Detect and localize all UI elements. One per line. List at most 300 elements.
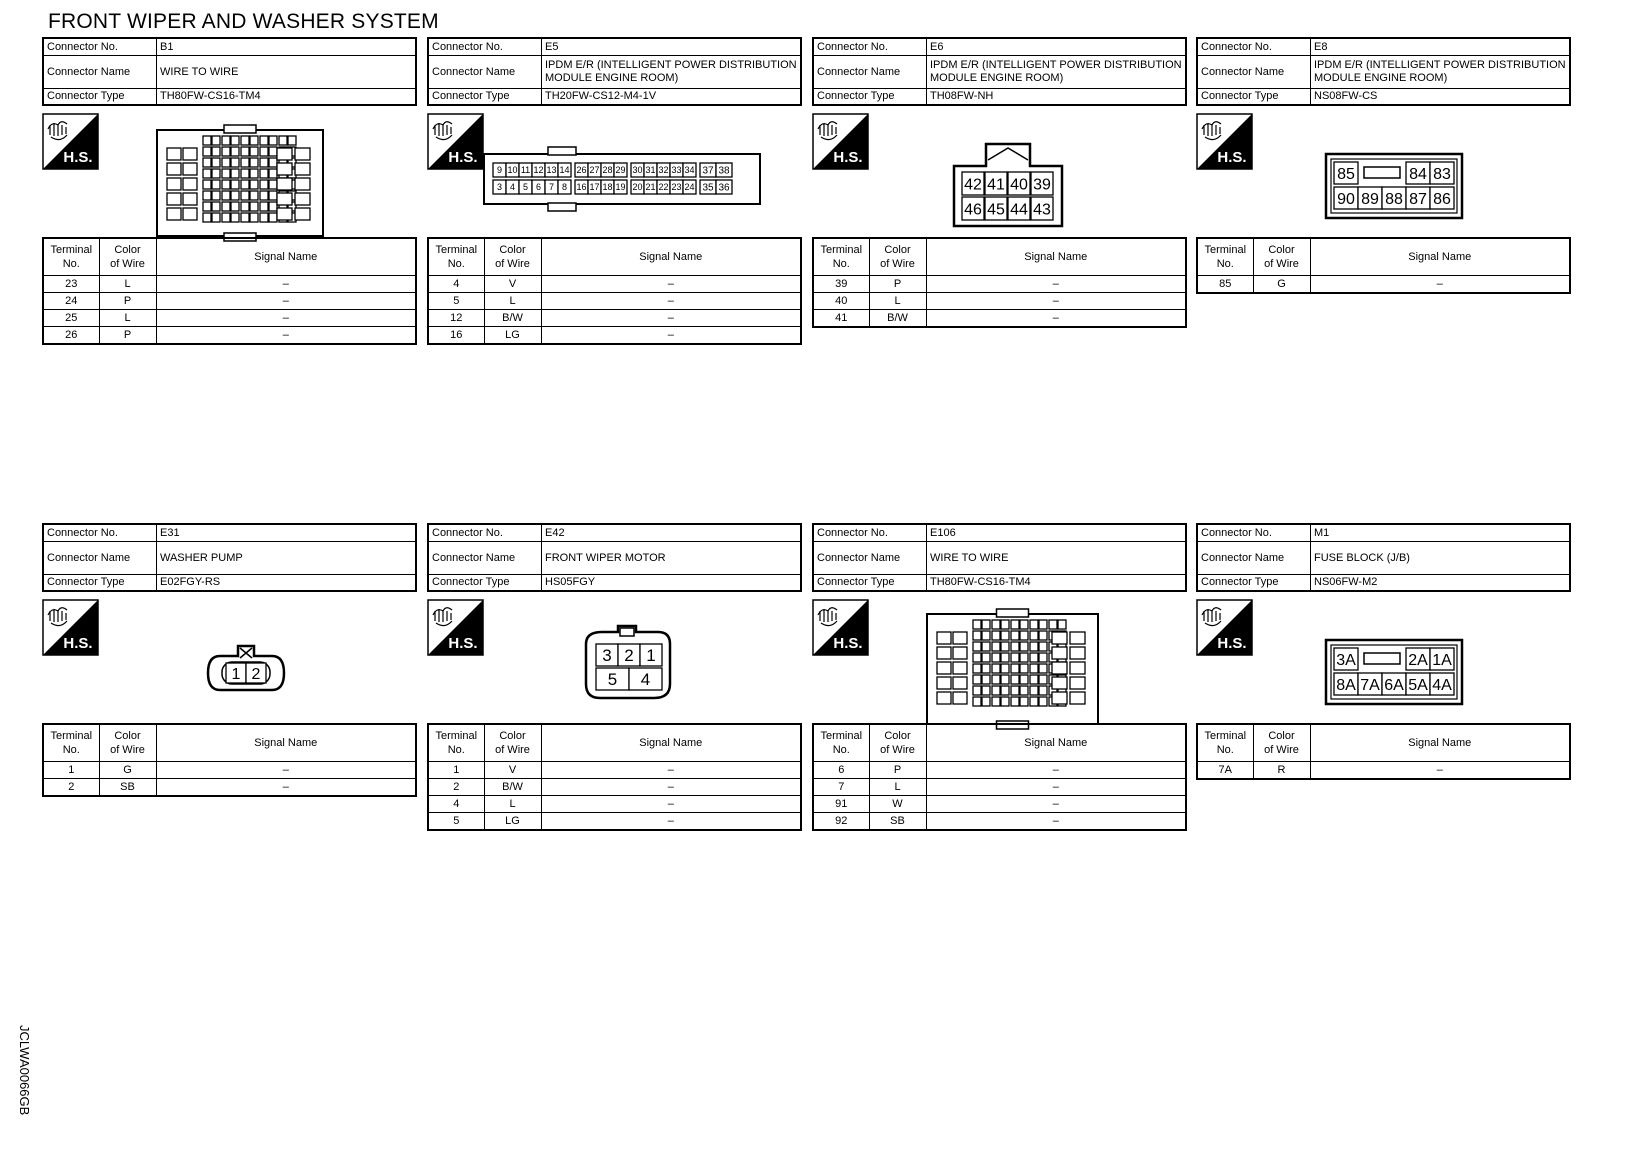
terminal-no: 26 xyxy=(43,327,99,345)
pin-cavity xyxy=(203,147,211,156)
pin-cavity xyxy=(269,158,277,167)
terminal-table xyxy=(812,237,1187,328)
connector-info-table xyxy=(42,37,417,106)
pin-cavity xyxy=(1052,647,1067,659)
terminal-row xyxy=(428,310,801,327)
pin-number: 19 xyxy=(615,182,626,193)
wire-color: SB xyxy=(869,813,926,831)
signal-name: – xyxy=(156,327,416,345)
lock-tab xyxy=(997,609,1029,617)
wire-color-header: Color of Wire xyxy=(1253,238,1310,276)
pin-number: 3A xyxy=(1336,651,1356,669)
connector-card-e6 xyxy=(812,37,1187,324)
pin-cavity xyxy=(1049,620,1057,629)
pin-cavity xyxy=(1070,632,1085,644)
wire-color-header: Color of Wire xyxy=(869,238,926,276)
connector-diagram xyxy=(812,592,1187,729)
terminal-row xyxy=(428,762,801,779)
pin-cavity xyxy=(250,202,258,211)
connector-info-table xyxy=(427,523,802,592)
wire-color-header: Color of Wire xyxy=(99,238,156,276)
pin-cavity xyxy=(1039,697,1047,706)
pin-cavity xyxy=(167,178,181,190)
pin-number: 46 xyxy=(964,201,982,219)
connector-name-label: Connector Name xyxy=(428,56,542,89)
pin-number: 9 xyxy=(496,165,503,176)
pin-cavity xyxy=(295,163,310,175)
pin-number: 16 xyxy=(576,182,587,193)
pin-number: 8 xyxy=(561,182,568,193)
pin-cavity xyxy=(295,208,310,220)
terminal-no: 5 xyxy=(428,293,484,310)
pin-cavity xyxy=(203,202,211,211)
terminal-no: 16 xyxy=(428,327,484,345)
pin-number: 4A xyxy=(1432,676,1452,694)
pin-cavity xyxy=(1001,653,1009,662)
pin-cavity xyxy=(260,136,268,145)
connector-name-label: Connector Name xyxy=(813,56,927,89)
connector-number-value: E42 xyxy=(542,524,802,542)
pin-number: 7A xyxy=(1360,676,1380,694)
pin-number: 2A xyxy=(1408,651,1428,669)
pin-cavity xyxy=(937,677,951,689)
pin-cavity xyxy=(1020,675,1028,684)
pin-cavity xyxy=(937,647,951,659)
connector-name-label: Connector Name xyxy=(1197,542,1311,575)
terminal-no-header: Terminal No. xyxy=(43,724,99,762)
pin-number: 3 xyxy=(602,646,612,666)
terminal-row xyxy=(43,779,416,797)
hs-label: H.S. xyxy=(448,635,478,652)
wire-color: L xyxy=(99,276,156,293)
harness-side-icon xyxy=(812,113,869,170)
pin-cavity xyxy=(982,642,990,651)
terminal-no: 1 xyxy=(428,762,484,779)
pin-number: 89 xyxy=(1361,190,1379,208)
pin-cavity xyxy=(1020,686,1028,695)
hs-label: H.S. xyxy=(63,635,93,652)
pin-cavity xyxy=(222,169,230,178)
pin-cavity xyxy=(269,180,277,189)
terminal-row xyxy=(43,276,416,293)
terminal-row xyxy=(1197,762,1570,780)
terminal-row xyxy=(428,293,801,310)
pin-cavity xyxy=(1011,642,1019,651)
key-slot xyxy=(1364,653,1400,664)
terminal-no: 4 xyxy=(428,276,484,293)
pin-number: 45 xyxy=(987,201,1005,219)
signal-name: – xyxy=(1310,762,1570,780)
pin-number: 1A xyxy=(1432,651,1452,669)
terminal-row xyxy=(428,813,801,831)
pin-cavity xyxy=(973,631,981,640)
wire-color: P xyxy=(99,327,156,345)
pin-cavity xyxy=(1020,697,1028,706)
connector-name-value: WIRE TO WIRE xyxy=(927,542,1187,575)
hs-label: H.S. xyxy=(448,149,478,166)
pin-cavity xyxy=(992,653,1000,662)
pin-cavity xyxy=(953,662,967,674)
pin-number: 32 xyxy=(658,165,669,176)
pin-cavity xyxy=(203,191,211,200)
pin-number: 83 xyxy=(1433,165,1451,183)
pin-cavity xyxy=(992,686,1000,695)
signal-name-header: Signal Name xyxy=(926,724,1186,762)
connector-info-table xyxy=(427,37,802,106)
pin-cavity xyxy=(1011,675,1019,684)
pin-number: 34 xyxy=(684,165,695,176)
connector-type-value: TH08FW-NH xyxy=(927,89,1187,106)
pin-cavity xyxy=(212,180,220,189)
pin-number: 11 xyxy=(520,165,531,176)
pin-number: 35 xyxy=(702,182,714,194)
terminal-table xyxy=(1196,723,1571,780)
pin-cavity xyxy=(937,692,951,704)
pin-cavity xyxy=(269,213,277,222)
pin-cavity xyxy=(1001,620,1009,629)
wire-color: SB xyxy=(99,779,156,797)
signal-name-header: Signal Name xyxy=(156,238,416,276)
pin-number: 37 xyxy=(702,165,714,177)
pin-cavity xyxy=(1001,631,1009,640)
pin-cavity xyxy=(222,147,230,156)
terminal-row xyxy=(43,327,416,345)
pin-cavity xyxy=(183,148,197,160)
terminal-table xyxy=(42,723,417,797)
hs-label: H.S. xyxy=(833,149,863,166)
pin-cavity xyxy=(183,208,197,220)
pin-cavity xyxy=(953,632,967,644)
pin-cavity xyxy=(1039,653,1047,662)
pin-cavity xyxy=(203,158,211,167)
connector-card-e8 xyxy=(1196,37,1571,290)
pin-cavity xyxy=(953,647,967,659)
signal-name: – xyxy=(926,276,1186,293)
signal-name: – xyxy=(541,813,801,831)
pin-number: 27 xyxy=(589,165,600,176)
connector-diagram xyxy=(812,106,1187,243)
pin-number: 8A xyxy=(1336,676,1356,694)
pin-number: 3 xyxy=(496,182,503,193)
pin-cavity xyxy=(167,163,181,175)
connector-number-label: Connector No. xyxy=(428,524,542,542)
wire-color: G xyxy=(99,762,156,779)
pin-number: 1 xyxy=(231,665,241,683)
connector-type-label: Connector Type xyxy=(43,89,157,106)
pin-cavity xyxy=(250,213,258,222)
pin-cavity xyxy=(277,208,292,220)
pin-cavity xyxy=(183,163,197,175)
pin-cavity xyxy=(937,632,951,644)
terminal-no: 1 xyxy=(43,762,99,779)
pin-cavity xyxy=(250,169,258,178)
pin-cavity xyxy=(241,191,249,200)
terminal-no-header: Terminal No. xyxy=(1197,724,1253,762)
pin-cavity xyxy=(1030,653,1038,662)
hs-label: H.S. xyxy=(1217,635,1247,652)
pin-cavity xyxy=(1052,692,1067,704)
connector-card-e106 xyxy=(812,523,1187,827)
pin-cavity xyxy=(212,136,220,145)
pin-number: 44 xyxy=(1010,201,1028,219)
pin-cavity xyxy=(937,662,951,674)
pin-cavity xyxy=(277,148,292,160)
pin-cavity xyxy=(1020,631,1028,640)
terminal-no: 6 xyxy=(813,762,869,779)
pin-cavity xyxy=(241,213,249,222)
connector-type-value: NS08FW-CS xyxy=(1311,89,1571,106)
pin-cavity xyxy=(250,158,258,167)
signal-name: – xyxy=(926,293,1186,310)
pin-cavity xyxy=(1039,675,1047,684)
signal-name: – xyxy=(1310,276,1570,294)
pin-cavity xyxy=(241,158,249,167)
pin-cavity xyxy=(1011,697,1019,706)
pin-cavity xyxy=(1001,664,1009,673)
pin-cavity xyxy=(269,191,277,200)
connector-type-value: TH20FW-CS12-M4-1V xyxy=(542,89,802,106)
connector-face xyxy=(482,146,764,212)
hs-label: H.S. xyxy=(63,149,93,166)
pin-cavity xyxy=(288,136,296,145)
harness-side-icon xyxy=(812,599,869,656)
pin-cavity xyxy=(231,169,239,178)
wire-color: L xyxy=(484,796,541,813)
terminal-row xyxy=(428,327,801,345)
pin-cavity xyxy=(1030,686,1038,695)
signal-name: – xyxy=(541,327,801,345)
pin-cavity xyxy=(260,180,268,189)
pin-cavity xyxy=(973,697,981,706)
terminal-no: 91 xyxy=(813,796,869,813)
pin-cavity xyxy=(1001,697,1009,706)
terminal-no-header: Terminal No. xyxy=(813,238,869,276)
connector-name-label: Connector Name xyxy=(43,542,157,575)
connector-info-table xyxy=(1196,37,1571,106)
signal-name: – xyxy=(156,293,416,310)
pin-cavity xyxy=(1001,675,1009,684)
connector-type-value: TH80FW-CS16-TM4 xyxy=(927,575,1187,592)
connector-diagram xyxy=(1196,106,1571,243)
terminal-row xyxy=(43,293,416,310)
wire-color: L xyxy=(869,293,926,310)
signal-name: – xyxy=(541,293,801,310)
connector-card-e42 xyxy=(427,523,802,827)
pin-cavity xyxy=(231,213,239,222)
pin-number: 2 xyxy=(251,665,261,683)
connector-face xyxy=(206,638,286,694)
connector-card-m1 xyxy=(1196,523,1571,776)
connector-name-label: Connector Name xyxy=(1197,56,1311,89)
pin-cavity xyxy=(231,136,239,145)
pin-number: 13 xyxy=(546,165,557,176)
terminal-no: 4 xyxy=(428,796,484,813)
terminal-table xyxy=(1196,237,1571,294)
pin-cavity xyxy=(231,147,239,156)
pin-number: 22 xyxy=(658,182,669,193)
pin-cavity xyxy=(1011,664,1019,673)
pin-cavity xyxy=(183,178,197,190)
signal-name: – xyxy=(926,813,1186,831)
pin-number: 4 xyxy=(509,182,516,193)
pin-number: 20 xyxy=(632,182,643,193)
pin-cavity xyxy=(183,193,197,205)
pin-cavity xyxy=(295,178,310,190)
wire-color: G xyxy=(1253,276,1310,294)
connector-name-value: FUSE BLOCK (J/B) xyxy=(1311,542,1571,575)
pin-cavity xyxy=(1070,647,1085,659)
pin-number: 7 xyxy=(548,182,555,193)
pin-cavity xyxy=(982,631,990,640)
terminal-no-header: Terminal No. xyxy=(813,724,869,762)
pin-cavity xyxy=(222,136,230,145)
connector-face xyxy=(1324,638,1464,706)
pin-cavity xyxy=(203,136,211,145)
pin-cavity xyxy=(203,180,211,189)
pin-cavity xyxy=(953,677,967,689)
connector-name-value: IPDM E/R (INTELLIGENT POWER DISTRIBUTION MODULE ENGINE ROOM) xyxy=(927,56,1187,89)
hs-label: H.S. xyxy=(833,635,863,652)
connector-diagram xyxy=(427,592,802,729)
pin-cavity xyxy=(167,193,181,205)
pin-number: 5 xyxy=(607,670,618,690)
pin-cavity xyxy=(241,147,249,156)
pin-number: 39 xyxy=(1033,176,1051,194)
lock-tab xyxy=(224,125,256,133)
terminal-no: 39 xyxy=(813,276,869,293)
connector-type-label: Connector Type xyxy=(1197,575,1311,592)
signal-name: – xyxy=(541,276,801,293)
pin-cavity xyxy=(269,169,277,178)
terminal-row xyxy=(813,310,1186,328)
pin-cavity xyxy=(1011,653,1019,662)
pin-number: 36 xyxy=(718,182,730,194)
signal-name: – xyxy=(926,779,1186,796)
pin-number: 17 xyxy=(589,182,600,193)
pin-cavity xyxy=(241,202,249,211)
pin-cavity xyxy=(1058,620,1066,629)
signal-name-header: Signal Name xyxy=(1310,238,1570,276)
wire-color-header: Color of Wire xyxy=(869,724,926,762)
pin-number: 5 xyxy=(522,182,529,193)
terminal-no-header: Terminal No. xyxy=(1197,238,1253,276)
pin-cavity xyxy=(992,631,1000,640)
connector-name-value: WIRE TO WIRE xyxy=(157,56,417,89)
signal-name-header: Signal Name xyxy=(541,238,801,276)
pin-cavity xyxy=(260,191,268,200)
connector-number-value: E5 xyxy=(542,38,802,56)
pin-cavity xyxy=(277,163,292,175)
harness-side-icon xyxy=(427,113,484,170)
signal-name: – xyxy=(156,310,416,327)
pin-cavity xyxy=(992,697,1000,706)
connector-type-label: Connector Type xyxy=(428,89,542,106)
wire-color: L xyxy=(484,293,541,310)
terminal-row xyxy=(813,762,1186,779)
connector-name-value: IPDM E/R (INTELLIGENT POWER DISTRIBUTION MODULE ENGINE ROOM) xyxy=(542,56,802,89)
pin-cavity xyxy=(295,193,310,205)
connector-face xyxy=(1324,152,1464,220)
pin-cavity xyxy=(1030,664,1038,673)
pin-cavity xyxy=(1011,620,1019,629)
pin-number: 12 xyxy=(533,165,544,176)
pin-number: 86 xyxy=(1433,190,1451,208)
pin-number: 14 xyxy=(559,165,570,176)
signal-name-header: Signal Name xyxy=(1310,724,1570,762)
connector-number-value: M1 xyxy=(1311,524,1571,542)
pin-cavity xyxy=(1020,642,1028,651)
signal-name: – xyxy=(541,779,801,796)
connector-number-label: Connector No. xyxy=(813,38,927,56)
pin-cavity xyxy=(1030,642,1038,651)
wire-color: B/W xyxy=(869,310,926,328)
signal-name: – xyxy=(541,796,801,813)
terminal-row xyxy=(813,293,1186,310)
connector-face xyxy=(155,124,325,242)
lock-tab xyxy=(548,203,576,211)
pin-cavity xyxy=(953,692,967,704)
pin-cavity xyxy=(1039,631,1047,640)
wire-color: W xyxy=(869,796,926,813)
terminal-no: 92 xyxy=(813,813,869,831)
pin-cavity xyxy=(982,686,990,695)
pin-cavity xyxy=(992,664,1000,673)
terminal-no: 7A xyxy=(1197,762,1253,780)
pin-number: 21 xyxy=(645,182,656,193)
pin-cavity xyxy=(1039,642,1047,651)
pin-cavity xyxy=(212,191,220,200)
pin-cavity xyxy=(222,180,230,189)
connector-number-label: Connector No. xyxy=(813,524,927,542)
connector-type-value: E02FGY-RS xyxy=(157,575,417,592)
pin-number: 18 xyxy=(602,182,613,193)
pin-cavity xyxy=(212,202,220,211)
pin-cavity xyxy=(1030,631,1038,640)
pin-cavity xyxy=(250,147,258,156)
signal-name: – xyxy=(156,276,416,293)
drawing-code: JCLWA0066GB xyxy=(17,1025,32,1116)
signal-name-header: Signal Name xyxy=(156,724,416,762)
connector-face xyxy=(925,608,1100,730)
connector-card-e31 xyxy=(42,523,417,793)
pin-number: 1 xyxy=(646,646,656,666)
wire-color: P xyxy=(869,762,926,779)
connector-type-label: Connector Type xyxy=(813,575,927,592)
terminal-row xyxy=(813,813,1186,831)
pin-cavity xyxy=(167,148,181,160)
connector-number-label: Connector No. xyxy=(43,524,157,542)
connector-housing xyxy=(484,154,760,204)
pin-cavity xyxy=(1020,653,1028,662)
pin-cavity xyxy=(1039,620,1047,629)
hs-label: H.S. xyxy=(1217,149,1247,166)
pin-cavity xyxy=(982,697,990,706)
pin-cavity xyxy=(203,213,211,222)
terminal-row xyxy=(43,762,416,779)
pin-cavity xyxy=(269,136,277,145)
connector-name-value: FRONT WIPER MOTOR xyxy=(542,542,802,575)
pin-cavity xyxy=(1070,662,1085,674)
wire-color: R xyxy=(1253,762,1310,780)
connector-info-table xyxy=(1196,523,1571,592)
terminal-row xyxy=(813,779,1186,796)
pin-number: 5A xyxy=(1408,676,1428,694)
harness-side-icon xyxy=(427,599,484,656)
connector-number-value: E6 xyxy=(927,38,1187,56)
pin-number: 33 xyxy=(671,165,682,176)
pin-cavity xyxy=(973,642,981,651)
pin-number: 85 xyxy=(1337,165,1355,183)
